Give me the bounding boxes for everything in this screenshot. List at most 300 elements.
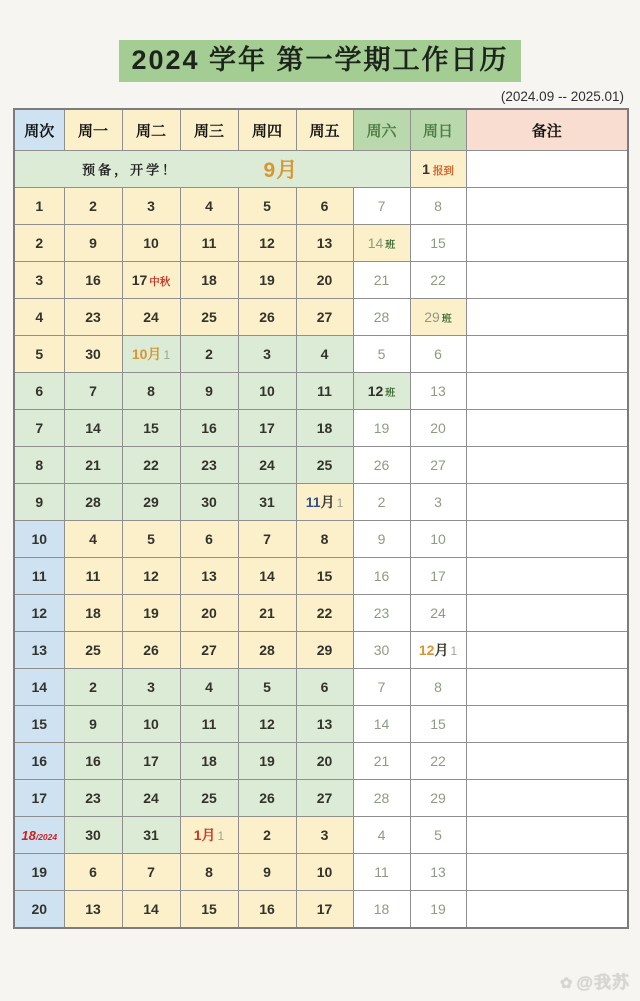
week-row bbox=[14, 447, 628, 484]
cell-text: 1 bbox=[422, 160, 430, 177]
day-cell bbox=[122, 410, 180, 447]
week-row bbox=[14, 373, 628, 410]
cell-text: 31 bbox=[143, 827, 159, 844]
watermark bbox=[560, 968, 630, 993]
week-row bbox=[14, 262, 628, 299]
cell-text: 10 bbox=[259, 383, 275, 400]
cell-text: 18 bbox=[201, 753, 217, 770]
cell-text: 10 bbox=[430, 531, 446, 548]
note-cell bbox=[466, 262, 628, 299]
day-cell bbox=[353, 595, 410, 632]
cell-text: 14 bbox=[373, 716, 390, 733]
cell-text: 12 bbox=[418, 642, 435, 659]
cell-text: 3 bbox=[263, 346, 271, 363]
cell-text: 12 bbox=[259, 716, 275, 733]
cell-text: 18 bbox=[85, 605, 101, 622]
cell-text: 21 bbox=[259, 605, 275, 622]
day-cell bbox=[64, 558, 122, 595]
cell-text: 23 bbox=[201, 457, 217, 474]
week-row bbox=[14, 225, 628, 262]
day-cell bbox=[122, 891, 180, 929]
cell-text: 10 bbox=[316, 864, 333, 881]
day-cell bbox=[122, 817, 180, 854]
cell-text: 26 bbox=[259, 309, 275, 326]
note-cell bbox=[466, 817, 628, 854]
week-number-cell bbox=[14, 891, 64, 929]
day-cell bbox=[238, 780, 296, 817]
cell-text: 14 bbox=[31, 679, 48, 696]
cell-text: 11 bbox=[201, 235, 217, 252]
cell-text: 5 bbox=[263, 198, 271, 215]
day-cell bbox=[296, 262, 353, 299]
day-cell bbox=[180, 262, 238, 299]
cell-text: 20 bbox=[31, 901, 48, 918]
day-cell bbox=[64, 743, 122, 780]
day-cell bbox=[410, 595, 466, 632]
day-cell bbox=[238, 817, 296, 854]
day-cell bbox=[64, 706, 122, 743]
week-number-cell bbox=[14, 706, 64, 743]
day-cell bbox=[180, 558, 238, 595]
week-number-cell bbox=[14, 595, 64, 632]
cell-text: 6 bbox=[434, 346, 442, 363]
cell-text: 27 bbox=[316, 309, 333, 326]
cell-text: 班 bbox=[385, 388, 396, 400]
cell-text: 22 bbox=[143, 457, 159, 474]
day-cell bbox=[353, 817, 410, 854]
day-cell-registration bbox=[410, 151, 466, 188]
cell-text: /2024 bbox=[35, 832, 58, 843]
month-banner-cell bbox=[14, 151, 410, 188]
week-row bbox=[14, 854, 628, 891]
day-cell bbox=[296, 632, 353, 669]
cell-text: 27 bbox=[316, 790, 333, 807]
cell-text: 15 bbox=[143, 420, 159, 437]
cell-text: 23 bbox=[373, 605, 390, 622]
note-cell bbox=[466, 743, 628, 780]
cell-text: 2 bbox=[263, 827, 271, 844]
day-cell bbox=[180, 373, 238, 410]
day-cell bbox=[410, 706, 466, 743]
day-cell bbox=[238, 891, 296, 929]
cell-text: 10 bbox=[31, 531, 48, 548]
week-row bbox=[14, 410, 628, 447]
cell-text: 8 bbox=[434, 198, 442, 215]
cell-text: 26 bbox=[143, 642, 159, 659]
day-cell bbox=[180, 188, 238, 225]
day-cell bbox=[122, 854, 180, 891]
cell-text: 29 bbox=[143, 494, 159, 511]
cell-text: 5 bbox=[434, 827, 442, 844]
cell-text: 13 bbox=[201, 568, 217, 585]
day-cell bbox=[410, 632, 466, 669]
cell-text: 20 bbox=[201, 605, 217, 622]
cell-text: 4 bbox=[320, 346, 329, 363]
day-cell bbox=[296, 743, 353, 780]
cell-text: 13 bbox=[316, 716, 333, 733]
day-cell bbox=[180, 780, 238, 817]
month-banner-row bbox=[14, 151, 628, 188]
cell-text: 12 bbox=[367, 383, 384, 400]
cell-text: 22 bbox=[430, 272, 446, 289]
cell-text: 30 bbox=[373, 642, 390, 659]
day-cell bbox=[64, 336, 122, 373]
week-row bbox=[14, 669, 628, 706]
cell-text: 19 bbox=[259, 753, 275, 770]
cell-text: 17 bbox=[430, 568, 446, 585]
day-cell bbox=[180, 669, 238, 706]
day-cell bbox=[122, 447, 180, 484]
cell-text: 7 bbox=[89, 383, 97, 400]
cell-text: 5 bbox=[377, 346, 386, 363]
note-cell bbox=[466, 558, 628, 595]
day-cell bbox=[180, 336, 238, 373]
day-cell bbox=[353, 373, 410, 410]
day-cell bbox=[64, 410, 122, 447]
cell-text: 30 bbox=[85, 346, 101, 363]
cell-text: 13 bbox=[430, 383, 446, 400]
cell-text: 27 bbox=[430, 457, 446, 474]
cell-text: 13 bbox=[316, 235, 333, 252]
cell-text: 15 bbox=[31, 716, 48, 733]
cell-text: 9 bbox=[263, 864, 271, 881]
day-cell bbox=[353, 262, 410, 299]
day-cell bbox=[410, 891, 466, 929]
cell-text: 6 bbox=[205, 531, 213, 548]
cell-text: 24 bbox=[430, 605, 446, 622]
cell-text: 17 bbox=[31, 790, 48, 807]
day-cell bbox=[410, 780, 466, 817]
week-row bbox=[14, 817, 628, 854]
cell-text: 5 bbox=[263, 679, 271, 696]
watermark-text: @我苏 bbox=[576, 973, 630, 992]
cell-text: 12 bbox=[31, 605, 48, 622]
cell-text: 3 bbox=[35, 272, 44, 289]
cell-text: 8 bbox=[434, 679, 442, 696]
column-header-备注: 备注 bbox=[466, 109, 628, 151]
month-label-september: 9月 bbox=[263, 159, 299, 183]
day-cell bbox=[238, 595, 296, 632]
day-cell bbox=[64, 188, 122, 225]
day-cell bbox=[410, 447, 466, 484]
cell-text: 29 bbox=[424, 309, 440, 326]
note-cell bbox=[466, 410, 628, 447]
week-row bbox=[14, 780, 628, 817]
cell-text: 25 bbox=[85, 642, 101, 659]
cell-text: 6 bbox=[89, 864, 97, 881]
week-number-cell bbox=[14, 262, 64, 299]
cell-text: 21 bbox=[373, 272, 390, 289]
day-cell bbox=[238, 669, 296, 706]
cell-text: 9 bbox=[89, 235, 97, 252]
cell-text: 11 bbox=[305, 494, 321, 511]
note-cell bbox=[466, 854, 628, 891]
day-cell bbox=[296, 817, 353, 854]
cell-text: 9 bbox=[89, 716, 97, 733]
note-cell bbox=[466, 484, 628, 521]
cell-text: 1 bbox=[217, 829, 225, 844]
day-cell bbox=[64, 669, 122, 706]
day-cell bbox=[64, 854, 122, 891]
cell-text: 16 bbox=[259, 901, 275, 918]
day-cell bbox=[64, 262, 122, 299]
cell-text: 26 bbox=[259, 790, 275, 807]
day-cell bbox=[353, 632, 410, 669]
cell-text: 9 bbox=[377, 531, 386, 548]
cell-text: 10 bbox=[143, 716, 159, 733]
cell-text: 16 bbox=[85, 753, 101, 770]
column-header-周次: 周次 bbox=[14, 109, 64, 151]
day-cell bbox=[353, 521, 410, 558]
week-row bbox=[14, 891, 628, 929]
day-cell bbox=[180, 632, 238, 669]
week-row bbox=[14, 484, 628, 521]
day-cell bbox=[180, 706, 238, 743]
cell-text: 16 bbox=[201, 420, 217, 437]
week-row bbox=[14, 521, 628, 558]
cell-text: 29 bbox=[316, 642, 333, 659]
day-cell bbox=[410, 336, 466, 373]
day-cell bbox=[238, 521, 296, 558]
day-cell bbox=[122, 595, 180, 632]
week-number-cell bbox=[14, 558, 64, 595]
day-cell bbox=[410, 743, 466, 780]
cell-text: 17 bbox=[143, 753, 159, 770]
week-number-cell bbox=[14, 484, 64, 521]
cell-text: 11 bbox=[317, 383, 332, 400]
day-cell bbox=[296, 484, 353, 521]
cell-text: 6 bbox=[35, 383, 44, 400]
cell-text: 20 bbox=[430, 420, 446, 437]
column-header-周六: 周六 bbox=[353, 109, 410, 151]
cell-text: 5 bbox=[147, 531, 155, 548]
week-row bbox=[14, 632, 628, 669]
day-cell bbox=[180, 817, 238, 854]
note-cell bbox=[466, 447, 628, 484]
cell-text: 13 bbox=[85, 901, 101, 918]
day-cell bbox=[238, 225, 296, 262]
day-cell bbox=[296, 854, 353, 891]
cell-text: 15 bbox=[316, 568, 333, 585]
cell-text: 28 bbox=[85, 494, 101, 511]
day-cell bbox=[180, 484, 238, 521]
cell-text: 11 bbox=[85, 568, 101, 585]
cell-text: 19 bbox=[31, 864, 48, 881]
day-cell bbox=[353, 854, 410, 891]
cell-text: 7 bbox=[377, 198, 386, 215]
note-cell bbox=[466, 780, 628, 817]
day-cell bbox=[64, 632, 122, 669]
day-cell bbox=[410, 854, 466, 891]
day-cell bbox=[296, 299, 353, 336]
week-number-cell bbox=[14, 780, 64, 817]
cell-text: 月 bbox=[434, 642, 449, 659]
cell-text: 17 bbox=[259, 420, 275, 437]
cell-text: 4 bbox=[205, 198, 213, 215]
day-cell bbox=[353, 336, 410, 373]
day-cell bbox=[410, 373, 466, 410]
cell-text: 24 bbox=[259, 457, 275, 474]
cell-text: 10 bbox=[143, 235, 159, 252]
date-range-subtitle: (2024.09 -- 2025.01) bbox=[500, 89, 624, 105]
cell-text: 12 bbox=[259, 235, 275, 252]
cell-text: 21 bbox=[373, 753, 390, 770]
cell-text: 2 bbox=[377, 494, 386, 511]
note-cell bbox=[466, 595, 628, 632]
day-cell bbox=[410, 262, 466, 299]
cell-text: 2 bbox=[205, 346, 213, 363]
cell-text: 5 bbox=[35, 346, 44, 363]
note-cell bbox=[466, 336, 628, 373]
cell-text: 4 bbox=[205, 679, 213, 696]
column-header-周四: 周四 bbox=[238, 109, 296, 151]
column-header-周一: 周一 bbox=[64, 109, 122, 151]
cell-text: 19 bbox=[259, 272, 275, 289]
week-number-cell bbox=[14, 632, 64, 669]
cell-text: 22 bbox=[316, 605, 333, 622]
cell-text: 3 bbox=[434, 494, 442, 511]
day-cell bbox=[296, 706, 353, 743]
day-cell bbox=[122, 299, 180, 336]
cell-text: 13 bbox=[430, 864, 446, 881]
day-cell bbox=[353, 484, 410, 521]
note-cell bbox=[466, 188, 628, 225]
cell-text: 27 bbox=[201, 642, 217, 659]
cell-text: 1 bbox=[450, 644, 458, 659]
cell-text: 7 bbox=[35, 420, 44, 437]
cell-text: 18 bbox=[316, 420, 333, 437]
cell-text: 11 bbox=[31, 568, 47, 585]
calendar-body bbox=[14, 151, 628, 929]
column-header-周二: 周二 bbox=[122, 109, 180, 151]
cell-text: 23 bbox=[85, 790, 101, 807]
cell-text: 14 bbox=[367, 235, 384, 252]
cell-text: 26 bbox=[373, 457, 390, 474]
day-cell bbox=[353, 780, 410, 817]
cell-text: 25 bbox=[316, 457, 333, 474]
day-cell bbox=[410, 484, 466, 521]
cell-text: 20 bbox=[316, 753, 333, 770]
cell-text: 22 bbox=[430, 753, 446, 770]
day-cell bbox=[353, 669, 410, 706]
cell-text: 8 bbox=[205, 864, 213, 881]
day-cell bbox=[238, 410, 296, 447]
day-cell bbox=[238, 632, 296, 669]
week-row bbox=[14, 706, 628, 743]
note-cell bbox=[466, 151, 628, 188]
week-number-cell bbox=[14, 410, 64, 447]
note-cell bbox=[466, 706, 628, 743]
day-cell bbox=[296, 669, 353, 706]
day-cell bbox=[64, 595, 122, 632]
day-cell bbox=[353, 447, 410, 484]
day-cell bbox=[122, 521, 180, 558]
cell-text: 1 bbox=[163, 348, 171, 363]
week-row bbox=[14, 336, 628, 373]
day-cell bbox=[410, 299, 466, 336]
week-number-cell bbox=[14, 336, 64, 373]
note-cell bbox=[466, 299, 628, 336]
week-number-cell bbox=[14, 447, 64, 484]
calendar-table bbox=[13, 108, 629, 929]
header-row bbox=[14, 109, 628, 151]
cell-text: 31 bbox=[259, 494, 275, 511]
cell-text: 14 bbox=[85, 420, 101, 437]
day-cell bbox=[238, 373, 296, 410]
cell-text: 15 bbox=[430, 716, 446, 733]
column-header-周日: 周日 bbox=[410, 109, 466, 151]
day-cell bbox=[296, 188, 353, 225]
day-cell bbox=[122, 558, 180, 595]
cell-text: 18 bbox=[201, 272, 217, 289]
cell-text: 16 bbox=[373, 568, 390, 585]
day-cell bbox=[296, 558, 353, 595]
day-cell bbox=[64, 447, 122, 484]
day-cell bbox=[64, 299, 122, 336]
cell-text: 2 bbox=[35, 235, 44, 252]
day-cell bbox=[410, 558, 466, 595]
cell-text: 20 bbox=[316, 272, 333, 289]
note-cell bbox=[466, 521, 628, 558]
cell-text: 9 bbox=[35, 494, 44, 511]
cell-text: 17 bbox=[131, 271, 148, 288]
cell-text: 3 bbox=[147, 198, 155, 215]
cell-text: 8 bbox=[35, 457, 44, 474]
day-cell bbox=[353, 299, 410, 336]
note-cell bbox=[466, 225, 628, 262]
cell-text: 7 bbox=[263, 531, 271, 548]
day-cell bbox=[238, 299, 296, 336]
column-header-周三: 周三 bbox=[180, 109, 238, 151]
day-cell bbox=[64, 484, 122, 521]
day-cell bbox=[180, 743, 238, 780]
week-number-cell bbox=[14, 299, 64, 336]
day-cell bbox=[238, 262, 296, 299]
cell-text: 报到 bbox=[432, 164, 454, 177]
day-cell bbox=[238, 558, 296, 595]
cell-text: 16 bbox=[31, 753, 48, 770]
day-cell bbox=[410, 817, 466, 854]
day-cell bbox=[353, 558, 410, 595]
day-cell bbox=[238, 484, 296, 521]
cell-text: 21 bbox=[85, 457, 101, 474]
day-cell bbox=[353, 706, 410, 743]
week-number-cell bbox=[14, 743, 64, 780]
cell-text: 班 bbox=[385, 240, 396, 252]
cell-text: 19 bbox=[430, 901, 446, 918]
cell-text: 7 bbox=[377, 679, 386, 696]
cell-text: 8 bbox=[320, 531, 329, 548]
day-cell bbox=[180, 410, 238, 447]
cell-text: 14 bbox=[259, 568, 275, 585]
cell-text: 25 bbox=[201, 309, 217, 326]
day-cell bbox=[180, 595, 238, 632]
page-header bbox=[0, 40, 640, 82]
day-cell bbox=[238, 743, 296, 780]
day-cell bbox=[122, 780, 180, 817]
cell-text: 30 bbox=[201, 494, 217, 511]
cell-text: 1 bbox=[336, 496, 344, 511]
day-cell bbox=[296, 373, 353, 410]
day-cell bbox=[410, 410, 466, 447]
cell-text: 4 bbox=[35, 309, 44, 326]
cell-text: 28 bbox=[373, 309, 390, 326]
cell-text: 7 bbox=[147, 864, 155, 881]
cell-text: 14 bbox=[143, 901, 159, 918]
note-cell bbox=[466, 891, 628, 929]
day-cell bbox=[122, 373, 180, 410]
day-cell bbox=[353, 410, 410, 447]
